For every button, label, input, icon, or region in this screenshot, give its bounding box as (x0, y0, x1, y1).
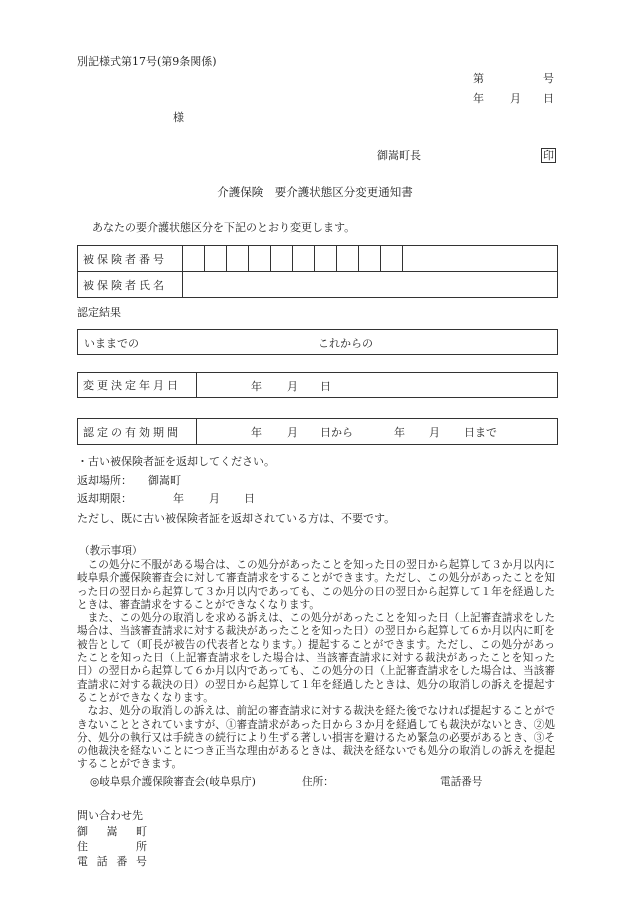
insured-name-row (77, 271, 558, 298)
form-number: 別記様式第17号(第9条関係) (77, 55, 217, 68)
issue-month: 月 (510, 92, 521, 105)
validity-to-year: 年 (394, 426, 405, 439)
contact-address-label: 住所 (77, 839, 147, 853)
decision-date-label: 変更決定年月日 (83, 379, 181, 392)
decision-year: 年 (251, 380, 262, 393)
validity-label: 認定の有効期間 (83, 425, 181, 439)
issuer: 御嵩町長 (377, 149, 421, 162)
decision-month: 月 (287, 380, 298, 393)
teaching-notes (77, 559, 555, 772)
decision-date-row (77, 372, 558, 398)
result-heading: 認定結果 (77, 306, 121, 319)
insured-name-label: 被保険者氏名 (83, 278, 167, 292)
teaching-paragraph-1: この処分に不服がある場合は、この処分があったことを知った日の翌日から起算して３か月以内に岐阜県介護保険審査会に対して審査請求をすることができます。ただし、この処分があったことを知った日の翌日から起算して３か月以内であっても、この処分の日の翌日から起算して１年を経過したときは、審査請求をすることができなくなります。 (77, 559, 555, 611)
teaching-heading: （教示事項） (79, 545, 143, 557)
validity-to-month: 月 (429, 426, 440, 439)
validity-from-year: 年 (251, 426, 262, 439)
contact-block (77, 823, 147, 868)
review-board-address-label: 住所： (302, 776, 334, 788)
contact-row (77, 853, 147, 868)
contact-row (77, 838, 147, 853)
issue-year: 年 (473, 92, 484, 105)
return-notice: ・古い被保険者証を返却してください。 (77, 455, 275, 468)
validity-until: 日まで (464, 426, 497, 439)
document-title: 介護保険 要介護状態区分変更通知書 (217, 185, 413, 199)
validity-from-month: 月 (287, 426, 298, 439)
return-deadline-month: 月 (209, 492, 220, 505)
return-place-value: 御嵩町 (148, 474, 181, 487)
contact-heading: 問い合わせ先 (77, 809, 143, 822)
validity-row (77, 418, 558, 445)
review-board: ◎岐阜県介護保険審査会(岐阜県庁) (90, 776, 256, 788)
contact-office-label: 御嵩町 (77, 824, 147, 838)
doc-number-dai: 第 (473, 72, 484, 85)
return-deadline-day: 日 (244, 492, 255, 505)
recipient-suffix: 様 (173, 111, 184, 124)
return-deadline-year: 年 (173, 492, 184, 505)
return-place-label: 返却場所： (77, 474, 132, 487)
return-deadline-label: 返却期限： (77, 492, 132, 505)
validity-from: 日から (320, 426, 353, 439)
doc-number-go: 号 (543, 72, 554, 85)
insured-number-row (77, 245, 558, 272)
decision-day: 日 (320, 380, 331, 393)
result-box (77, 329, 558, 355)
review-board-phone-label: 電話番号 (440, 776, 483, 788)
intro-text: あなたの要介護状態区分を下記のとおり変更します。 (92, 221, 356, 234)
result-before: いままでの (84, 337, 139, 350)
teaching-paragraph-3: なお、処分の取消しの訴えは、前記の審査請求に対する裁決を経た後でなければ提起することができないこととされていますが、①審査請求があった日から３か月を経過しても裁決がないとき、②処分、処分の執行又は手続きの続行により生ずる著しい損害を避けるため緊急の必要があるとき、③その他裁決を経ないことにつき正当な理由があるときは、裁決を経ないでも処分の取消しの訴えを提起することができます。 (77, 705, 555, 771)
seal: 印 (543, 149, 554, 162)
result-after: これからの (318, 337, 373, 350)
return-note: ただし、既に古い被保険者証を返却されている方は、不要です。 (77, 512, 396, 525)
contact-row (77, 823, 147, 838)
teaching-paragraph-2: また、この処分の取消しを求める訴えは、この処分があったことを知った日（上記審査請求をした場合は、当該審査請求に対する裁決があったことを知った日）の翌日から起算して６か月以内に町を被告として（町長が被告の代表者となります。）提起することができます。ただし、この処分があったことを知った日（上記審査請求をした場合は、当該審査請求に対する裁決があったことを知った日）の翌日から起算して６か月以内であっても、この処分の日（上記審査請求をした場合は、当該審査請求に対する裁決の日）の翌日から起算して１年を経過したときは、処分の取消しの訴えを提起することができなくなります。 (77, 612, 555, 704)
insured-number-label: 被保険者番号 (83, 252, 167, 266)
issue-day: 日 (543, 92, 554, 105)
contact-phone-label: 電話番号 (77, 854, 147, 868)
